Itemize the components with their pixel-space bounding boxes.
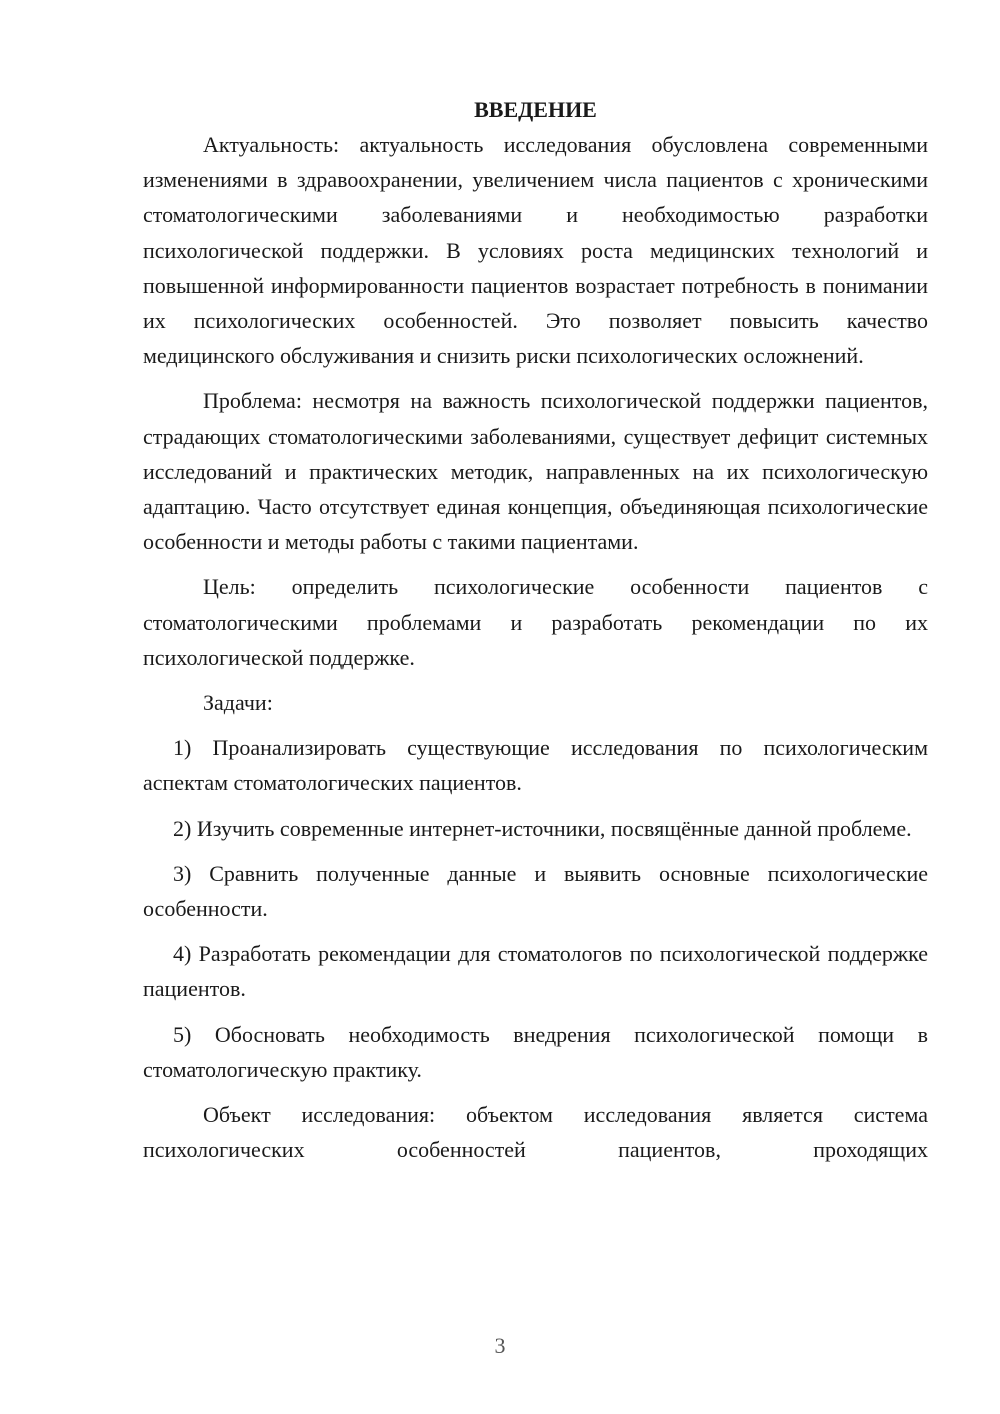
paragraph-object: Объект исследования: объектом исследования является система психологических особенностей пациентов, проходящих [143, 1102, 928, 1163]
paragraph-relevance: Актуальность: актуальность исследования обусловлена современными изменениями в здравоохранении, увеличением числа пациентов с хроническими стоматологическими заболеваниями и необходимостью разработки психологической поддержки. В условиях роста медицинских технологий и повышенной информированности пациентов возрастает потребность в понимании их психологических особенностей. Это позволяет повысить качество медицинского обслуживания и снизить риски психологических осложнений. [143, 132, 928, 369]
paragraph-problem: Проблема: несмотря на важность психологической поддержки пациентов, страдающих стоматологическими заболеваниями, существует дефицит системных исследований и практических методик, направленных на их психологическую адаптацию. Часто отсутствует единая концепция, объединяющая психологические особенности и методы работы с такими пациентами. [143, 388, 928, 555]
paragraph-tasks-label: Задачи: [203, 690, 273, 716]
task-item-5: 5) Обосновать необходимость внедрения психологической помощи в стоматологическую практику. [143, 1021, 928, 1082]
task-item-4: 4) Разработать рекомендации для стоматологов по психологической поддержке пациентов. [143, 941, 928, 1002]
section-heading: ВВЕДЕНИЕ [474, 97, 597, 122]
task-item-1: 1) Проанализировать существующие исследования по психологическим аспектам стоматологических пациентов. [143, 735, 928, 796]
task-item-2: 2) Изучить современные интернет-источники, посвящённые данной проблеме. [173, 815, 912, 841]
paragraph-goal: Цель: определить психологические особенности пациентов с стоматологическими проблемами и разработать рекомендации по их психологической поддержке. [143, 574, 928, 670]
document-page [143, 92, 928, 1177]
task-item-3: 3) Сравнить полученные данные и выявить основные психологические особенности. [143, 860, 928, 922]
page-number: 3 [494, 1333, 506, 1358]
